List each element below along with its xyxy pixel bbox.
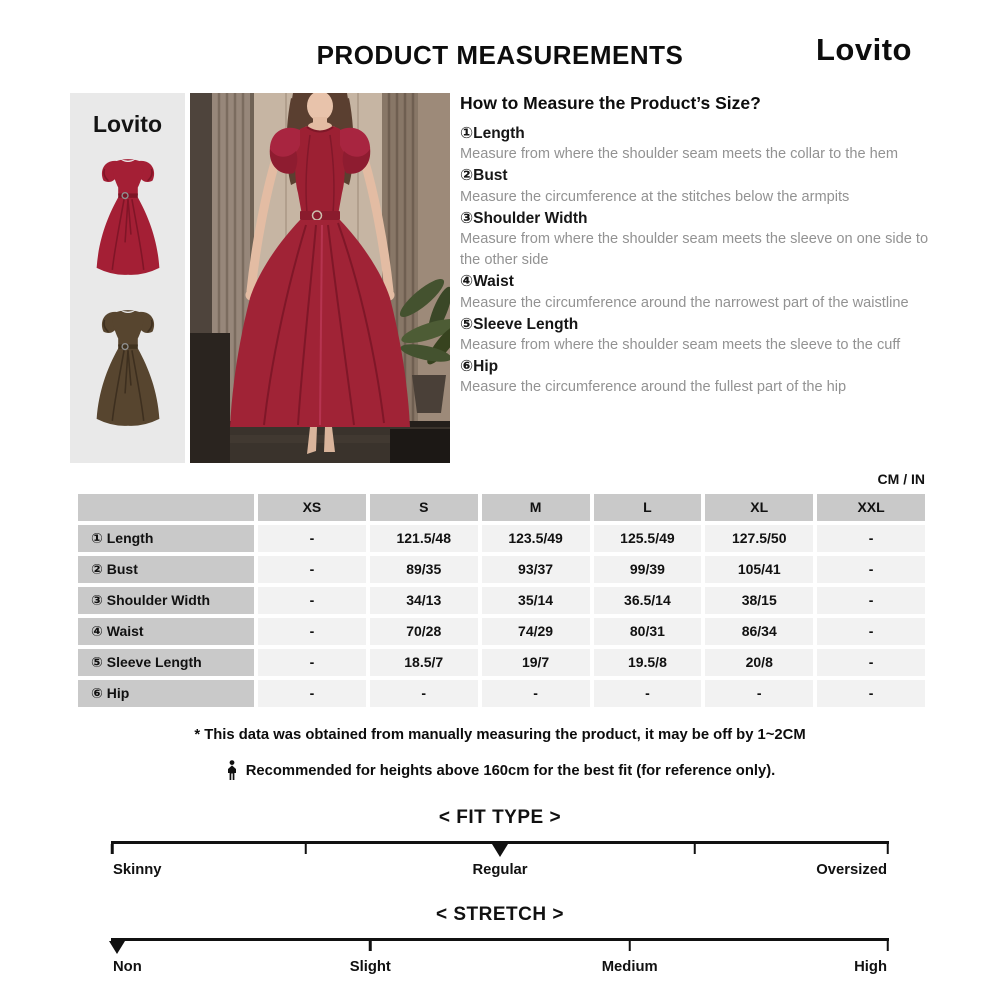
page-header bbox=[0, 0, 1000, 93]
column-header-xl: XL bbox=[705, 494, 813, 521]
red-dress-thumbnail bbox=[79, 144, 177, 284]
table-cell: 70/28 bbox=[370, 618, 478, 645]
brown-dress-thumbnail bbox=[79, 294, 177, 436]
measure-item-shoulder-width: ③Shoulder Width Measure from where the shoulder seam meets the sleeve on one side to the other side bbox=[460, 209, 929, 269]
measure-item-hip: ⑥Hip Measure the circumference around the fullest part of the hip bbox=[460, 358, 847, 396]
table-cell: - bbox=[370, 680, 478, 707]
table-cell: - bbox=[258, 587, 366, 614]
table-cell: - bbox=[817, 587, 925, 614]
table-cell: - bbox=[258, 618, 366, 645]
fit-type-labels bbox=[111, 862, 889, 882]
fit-type-line bbox=[111, 841, 889, 855]
table-cell: 86/34 bbox=[705, 618, 813, 645]
table-cell: - bbox=[817, 525, 925, 552]
stretch-scale bbox=[111, 904, 889, 979]
stretch-marker-non bbox=[109, 941, 125, 954]
table-cell: 121.5/48 bbox=[370, 525, 478, 552]
measure-item-waist: ④Waist Measure the circumference around the narrowest part of the waistline bbox=[460, 273, 909, 311]
fit-type-marker-regular bbox=[492, 844, 508, 857]
table-cell: 80/31 bbox=[594, 618, 702, 645]
fit-label-oversized: Oversized bbox=[816, 862, 887, 878]
table-cell: - bbox=[258, 556, 366, 583]
table-cell: 105/41 bbox=[705, 556, 813, 583]
measure-item-sleeve-length: ⑤Sleeve Length Measure from where the shoulder seam meets the sleeve to the cuff bbox=[460, 315, 901, 354]
row-label-bust: ② Bust bbox=[78, 556, 254, 583]
fit-label-skinny: Skinny bbox=[113, 862, 162, 878]
scale-tick bbox=[111, 844, 114, 854]
column-header-s: S bbox=[370, 494, 478, 521]
how-to-heading: How to Measure the Product’s Size? bbox=[460, 93, 761, 113]
scale-tick bbox=[693, 844, 696, 854]
row-label-waist: ④ Waist bbox=[78, 618, 254, 645]
table-cell: - bbox=[817, 680, 925, 707]
product-thumbnails-panel bbox=[70, 93, 185, 463]
stretch-label-high: High bbox=[854, 959, 887, 975]
column-header-xs: XS bbox=[258, 494, 366, 521]
table-cell: - bbox=[258, 525, 366, 552]
table-cell: 19.5/8 bbox=[594, 649, 702, 676]
fit-type-title: < FIT TYPE > bbox=[438, 807, 562, 828]
panel-brand-logo: Lovito bbox=[93, 111, 162, 137]
height-note-text: Recommended for heights above 160cm for the best fit (for reference only). bbox=[245, 762, 776, 779]
fit-label-regular: Regular bbox=[472, 862, 528, 878]
table-cell: - bbox=[258, 649, 366, 676]
table-cell: - bbox=[817, 649, 925, 676]
table-cell: - bbox=[705, 680, 813, 707]
column-header-l: L bbox=[594, 494, 702, 521]
table-cell: - bbox=[817, 556, 925, 583]
fit-type-scale bbox=[111, 807, 889, 882]
how-to-measure-section bbox=[460, 93, 938, 463]
table-cell: 125.5/49 bbox=[594, 525, 702, 552]
table-cell: 123.5/49 bbox=[482, 525, 590, 552]
table-cell: 35/14 bbox=[482, 587, 590, 614]
table-cell: 34/13 bbox=[370, 587, 478, 614]
scale-tick bbox=[369, 941, 372, 951]
stretch-label-medium: Medium bbox=[601, 959, 658, 975]
row-label-shoulder-width: ③ Shoulder Width bbox=[78, 587, 254, 614]
stretch-labels bbox=[111, 959, 889, 979]
scale-tick bbox=[887, 844, 890, 854]
table-cell: 74/29 bbox=[482, 618, 590, 645]
row-label-hip: ⑥ Hip bbox=[78, 680, 254, 707]
stretch-title: < STRETCH > bbox=[436, 904, 564, 925]
row-label-sleeve-length: ⑤ Sleeve Length bbox=[78, 649, 254, 676]
scale-tick bbox=[628, 941, 631, 951]
table-cell: 89/35 bbox=[370, 556, 478, 583]
brand-logo: Lovito bbox=[816, 32, 912, 67]
table-corner-cell bbox=[78, 494, 254, 521]
stretch-line bbox=[111, 938, 889, 952]
scale-tick bbox=[887, 941, 890, 951]
table-cell: 19/7 bbox=[482, 649, 590, 676]
page-title: PRODUCT MEASUREMENTS bbox=[316, 40, 684, 70]
table-cell: 20/8 bbox=[705, 649, 813, 676]
scale-tick bbox=[304, 844, 307, 854]
stretch-label-non: Non bbox=[113, 959, 142, 975]
table-cell: 93/37 bbox=[482, 556, 590, 583]
table-cell: - bbox=[594, 680, 702, 707]
table-cell: - bbox=[817, 618, 925, 645]
measure-item-length: ①Length Measure from where the shoulder seam meets the collar to the hem bbox=[460, 125, 899, 163]
height-recommendation-note bbox=[0, 760, 1000, 781]
table-cell: 127.5/50 bbox=[705, 525, 813, 552]
table-cell: 18.5/7 bbox=[370, 649, 478, 676]
height-person-icon bbox=[225, 760, 239, 781]
accuracy-note: * This data was obtained from manually measuring the product, it may be off by 1~2CM bbox=[194, 727, 806, 743]
table-cell: 38/15 bbox=[705, 587, 813, 614]
stretch-label-slight: Slight bbox=[349, 959, 391, 975]
table-cell: - bbox=[258, 680, 366, 707]
measurements-table bbox=[78, 494, 925, 707]
top-section bbox=[70, 93, 1000, 463]
measure-item-bust: ②Bust Measure the circumference at the stitches below the armpits bbox=[460, 167, 850, 205]
column-header-m: M bbox=[482, 494, 590, 521]
column-header-xxl: XXL bbox=[817, 494, 925, 521]
table-cell: - bbox=[482, 680, 590, 707]
unit-label: CM / IN bbox=[877, 471, 925, 487]
table-cell: 99/39 bbox=[594, 556, 702, 583]
model-photo bbox=[190, 93, 450, 463]
row-label-length: ① Length bbox=[78, 525, 254, 552]
table-cell: 36.5/14 bbox=[594, 587, 702, 614]
